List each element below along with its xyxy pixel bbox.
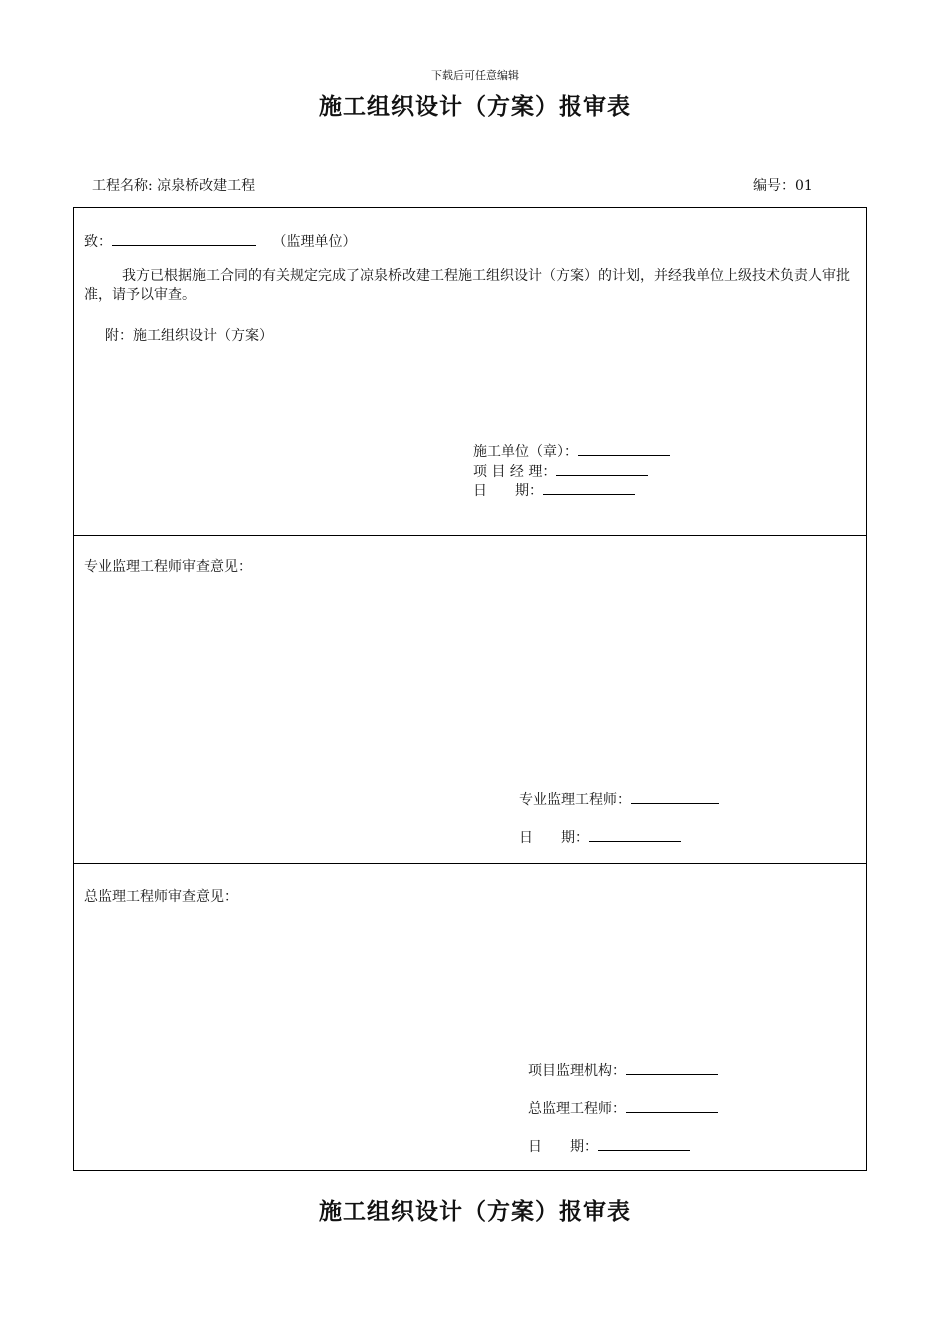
sign-date-label: 日 期： bbox=[473, 483, 543, 499]
construction-unit-blank[interactable] bbox=[578, 441, 670, 456]
sign-date-1 bbox=[473, 480, 635, 500]
chief-review-heading: 总监理工程师审查意见： bbox=[84, 889, 238, 905]
date-blank-1[interactable] bbox=[543, 480, 635, 495]
sign-unit-label: 施工单位（章）： bbox=[473, 444, 578, 460]
sign-engineer-label: 专业监理工程师： bbox=[519, 792, 631, 808]
submission-section bbox=[74, 208, 866, 536]
watermark-text: 下载后可任意编辑 bbox=[431, 69, 519, 82]
footer-title: 施工组织设计（方案）报审表 bbox=[319, 1198, 631, 1225]
supervision-org-blank[interactable] bbox=[626, 1060, 718, 1075]
engineer-review-section bbox=[74, 536, 866, 864]
sign-construction-unit bbox=[473, 441, 670, 461]
sign-pm-label: 项 目 经 理： bbox=[473, 464, 557, 480]
sign-project-manager bbox=[473, 461, 648, 481]
sign-date-label: 日 期： bbox=[528, 1139, 598, 1155]
sign-org-label: 项目监理机构： bbox=[528, 1063, 626, 1079]
engineer-review-heading: 专业监理工程师审查意见： bbox=[84, 559, 252, 575]
specialist-engineer-blank[interactable] bbox=[631, 789, 719, 804]
date-blank-3[interactable] bbox=[598, 1136, 690, 1151]
sign-specialist-engineer bbox=[519, 789, 719, 809]
sign-supervision-org bbox=[528, 1060, 718, 1080]
form-number: 编号：01 bbox=[753, 178, 813, 194]
sign-chief-label: 总监理工程师： bbox=[528, 1101, 626, 1117]
sign-date-label: 日 期： bbox=[519, 830, 589, 846]
attachment-note: 附：施工组织设计（方案） bbox=[105, 328, 273, 344]
supervision-unit-blank[interactable] bbox=[112, 231, 256, 246]
sign-chief-engineer bbox=[528, 1098, 718, 1118]
project-name: 工程名称: 凉泉桥改建工程 bbox=[92, 178, 256, 194]
sign-date-3 bbox=[528, 1136, 690, 1156]
page-title: 施工组织设计（方案）报审表 bbox=[319, 93, 631, 120]
chief-review-section bbox=[74, 864, 866, 1170]
to-label: 致： bbox=[84, 234, 112, 250]
date-blank-2[interactable] bbox=[589, 827, 681, 842]
submission-body: 我方已根据施工合同的有关规定完成了凉泉桥改建工程施工组织设计（方案）的计划，并经我单位上级技术负责人审批准，请予以审查。 bbox=[84, 268, 850, 303]
chief-engineer-blank[interactable] bbox=[626, 1098, 718, 1113]
review-form bbox=[73, 207, 867, 1171]
sign-date-2 bbox=[519, 827, 681, 847]
project-manager-blank[interactable] bbox=[556, 461, 648, 476]
to-suffix: （监理单位） bbox=[272, 234, 357, 250]
addressee-line bbox=[84, 231, 356, 251]
